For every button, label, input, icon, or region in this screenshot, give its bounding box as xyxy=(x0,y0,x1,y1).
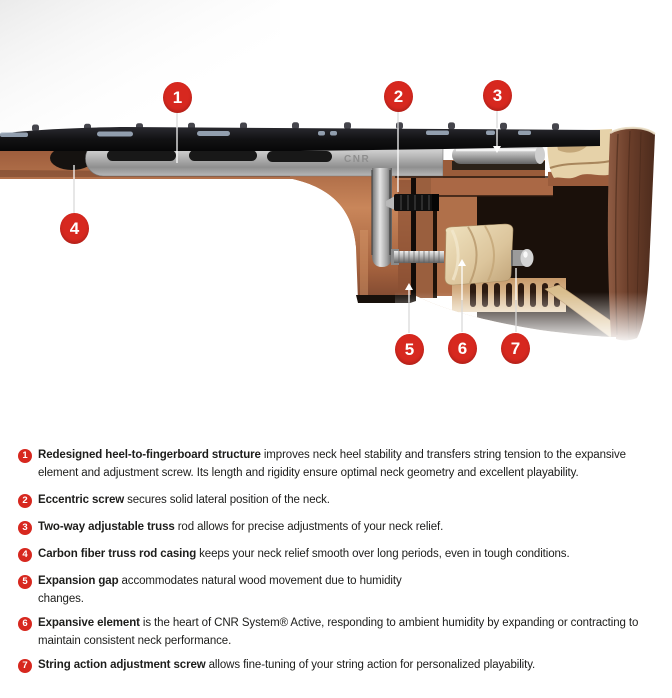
legend-title-2: Eccentric screw xyxy=(38,494,125,506)
legend-title-7: String action adjustment screw xyxy=(38,659,206,671)
legend-item-2 xyxy=(18,491,662,509)
legend-badge-1: 1 xyxy=(18,449,32,463)
bottom-fade xyxy=(395,292,672,358)
legend-badge-3: 3 xyxy=(18,521,32,535)
marker-2-number: 2 xyxy=(393,87,404,106)
legend-item-1 xyxy=(18,446,662,482)
legend-badge-7: 7 xyxy=(18,659,32,673)
legend-text-1: improves neck heel stability and transfers string tension to the expansive element and adjustment screw. Its length and rigidity ensure optimal neck geometry and excellent playability. xyxy=(38,449,626,479)
adjustment-rod xyxy=(391,249,444,265)
marker-1 xyxy=(163,82,192,113)
marker-1-number: 1 xyxy=(172,88,183,107)
legend-item-5 xyxy=(18,572,662,608)
marker-6 xyxy=(448,333,477,364)
metal-engraving: CNR xyxy=(344,154,371,165)
legend-text-3: rod allows for precise adjustments of your neck relief. xyxy=(177,521,444,533)
string-action-screw xyxy=(511,249,534,267)
legend-badge-6: 6 xyxy=(18,617,32,631)
legend-title-6: Expansive element xyxy=(38,617,140,629)
marker-6-number: 6 xyxy=(457,339,468,358)
legend-title-5: Expansion gap xyxy=(38,575,119,587)
marker-3-number: 3 xyxy=(492,86,503,105)
marker-5 xyxy=(395,334,424,365)
legend xyxy=(18,446,662,674)
marker-3 xyxy=(483,80,512,111)
legend-text-6: is the heart of CNR System® Active, responding to ambient humidity by expanding or contracting to maintain consistent neck performance. xyxy=(38,617,639,647)
marker-5-number: 5 xyxy=(404,340,415,359)
legend-badge-4: 4 xyxy=(18,548,32,562)
expansive-element xyxy=(445,224,513,285)
marker-7 xyxy=(501,333,530,364)
legend-text-5: accommodates natural wood movement due to humidity changes. xyxy=(38,575,402,605)
legend-item-6 xyxy=(18,614,662,650)
marker-2 xyxy=(384,81,413,112)
marker-4-number: 4 xyxy=(69,219,80,238)
legend-text-2: secures solid lateral position of the neck. xyxy=(127,494,330,506)
marker-4 xyxy=(60,213,89,244)
heel-strut-metal xyxy=(372,168,392,267)
legend-text-7: allows fine-tuning of your string action for personalized playability. xyxy=(208,659,536,671)
legend-text-4: keeps your neck relief smooth over long periods, even in tough conditions. xyxy=(199,548,570,560)
legend-item-3 xyxy=(18,518,662,536)
marker-7-number: 7 xyxy=(510,339,521,358)
legend-badge-2: 2 xyxy=(18,494,32,508)
legend-badge-5: 5 xyxy=(18,575,32,589)
fingerboard xyxy=(0,122,600,151)
legend-title-3: Two-way adjustable truss xyxy=(38,521,175,533)
legend-item-7 xyxy=(18,656,662,674)
legend-item-4 xyxy=(18,545,662,563)
legend-title-1: Redesigned heel-to-fingerboard structure xyxy=(38,449,261,461)
legend-title-4: Carbon fiber truss rod casing xyxy=(38,548,197,560)
